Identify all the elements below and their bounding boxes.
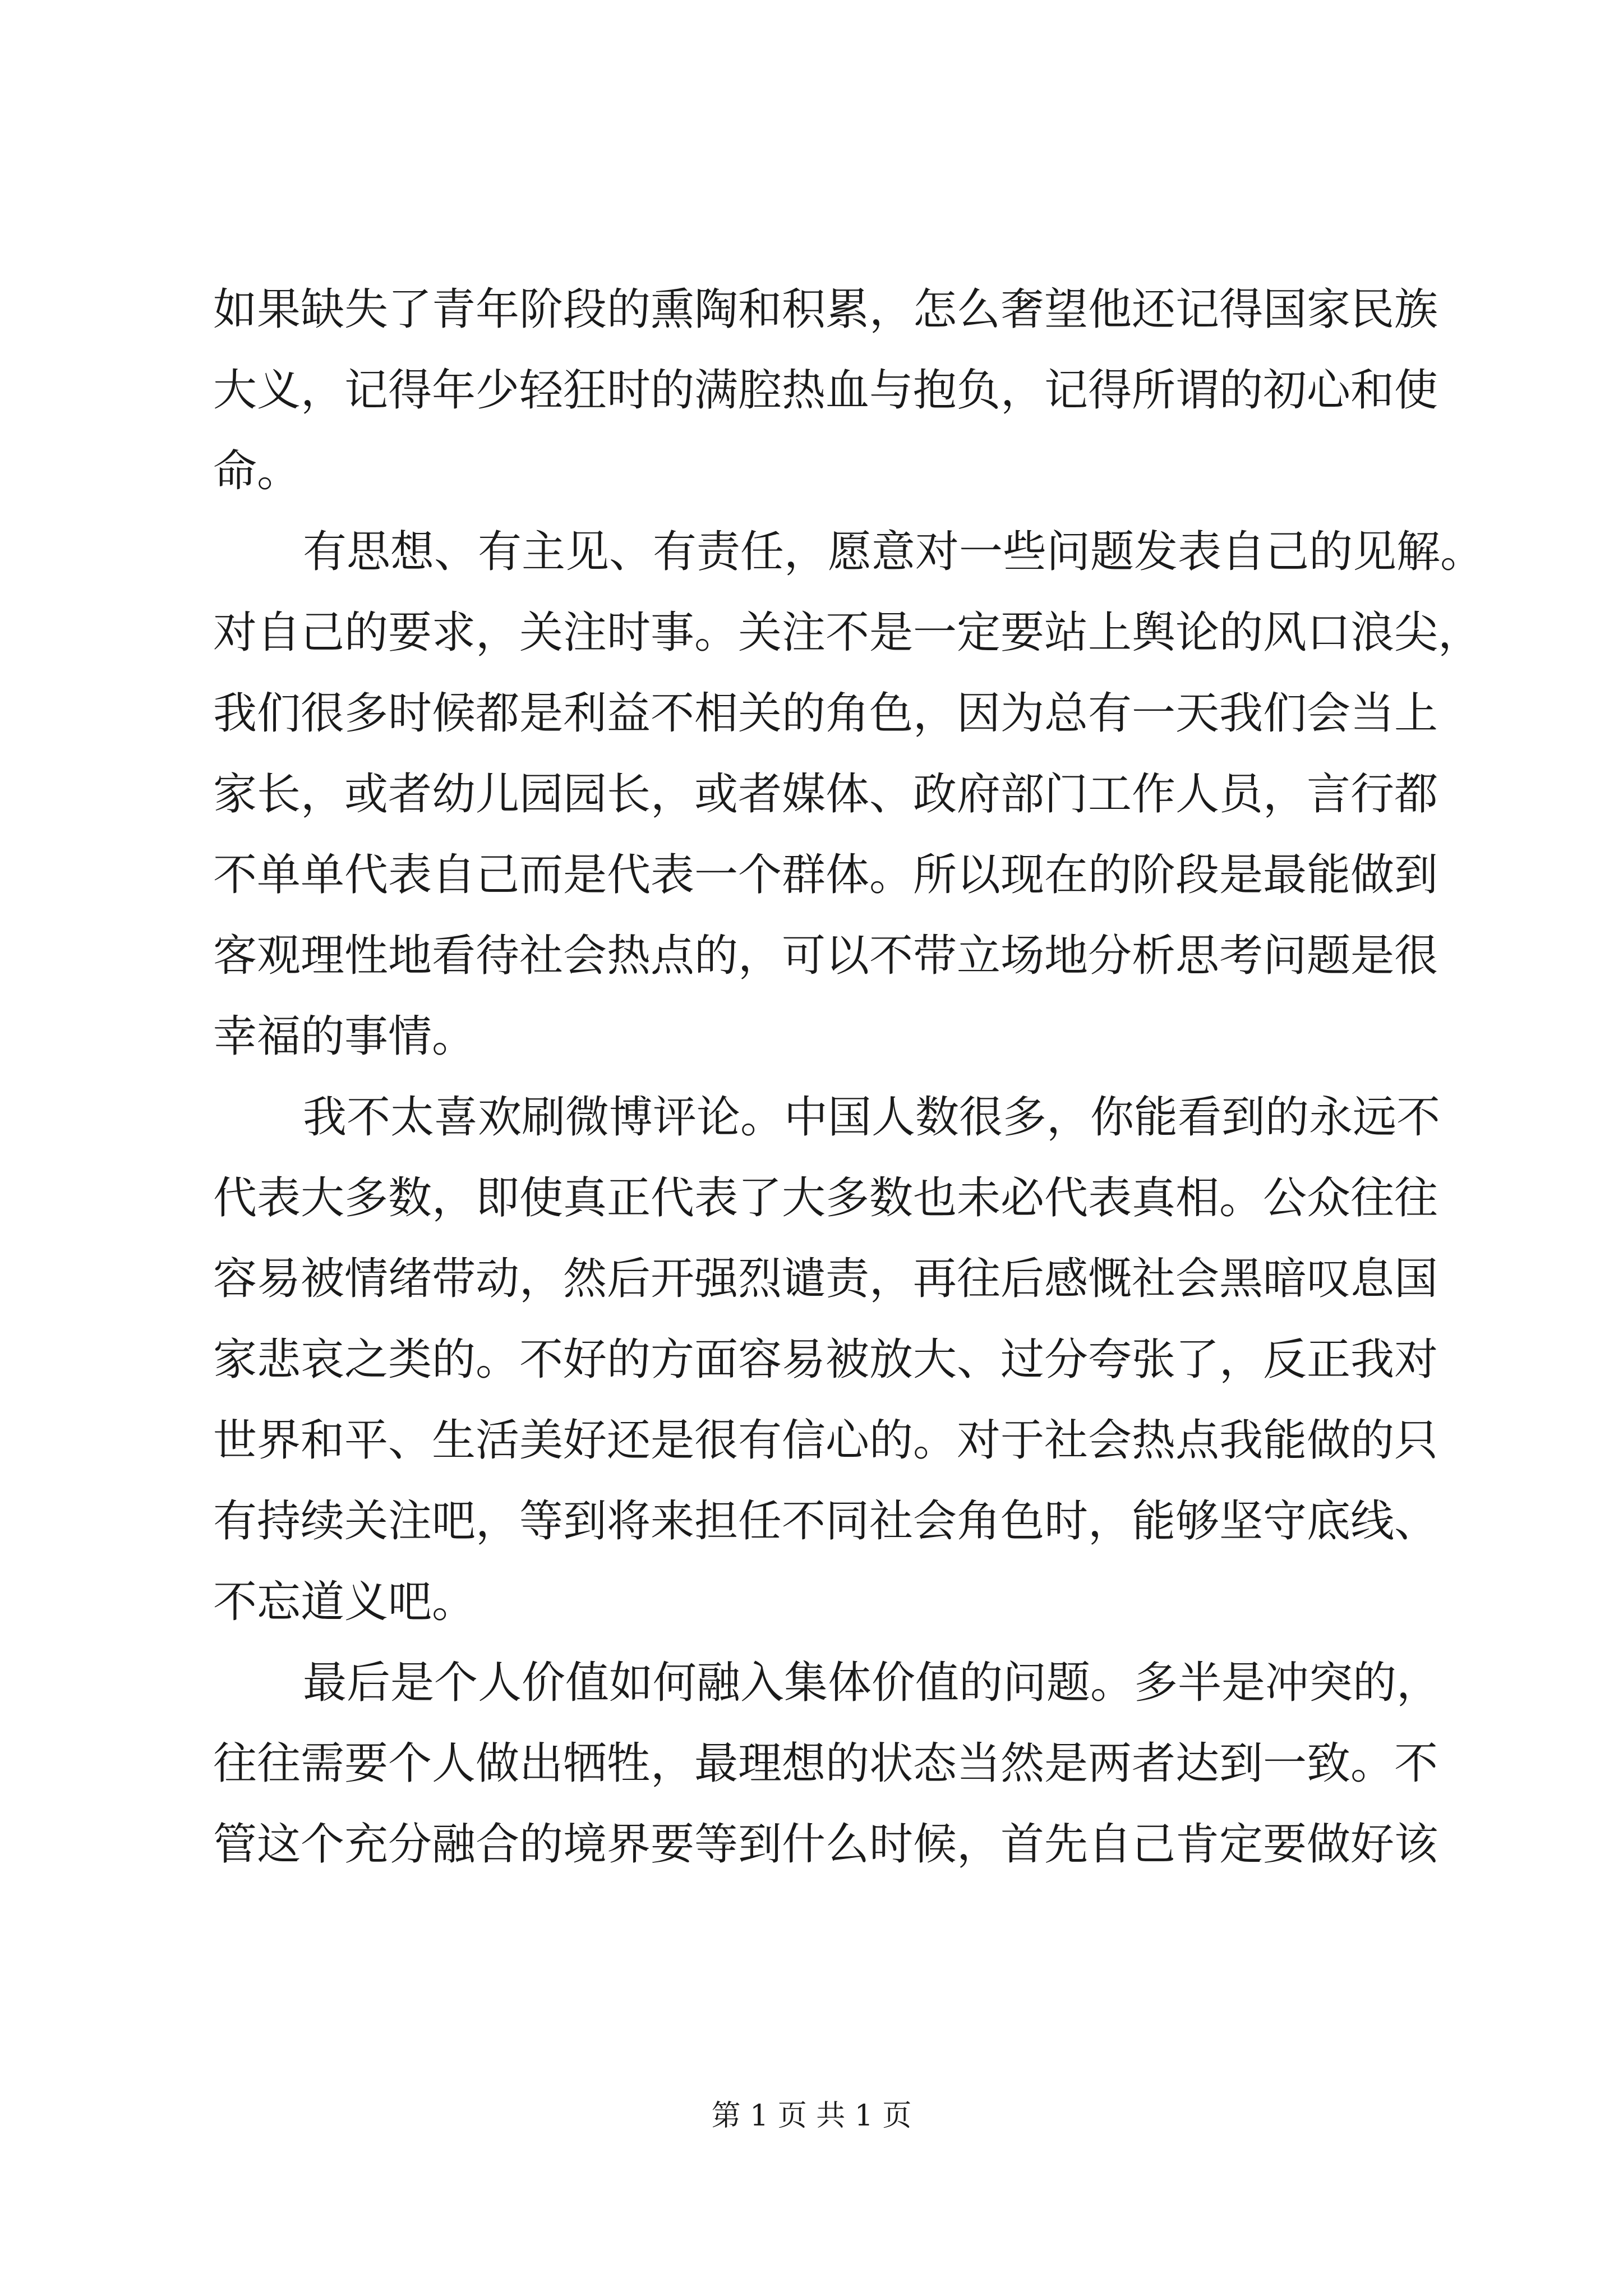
text-line: 往往需要个人做出牺牲，最理想的状态当然是两者达到一致。不 <box>213 1738 1438 1789</box>
text-line: 我们很多时候都是利益不相关的角色，因为总有一天我们会当上 <box>213 688 1438 739</box>
text-line: 对自己的要求，关注时事。关注不是一定要站上舆论的风口浪尖， <box>213 608 1482 658</box>
text-line: 管这个充分融合的境界要等到什么时候，首先自己肯定要做好该 <box>213 1819 1438 1870</box>
text-line: 大义，记得年少轻狂时的满腔热血与抱负，记得所谓的初心和使 <box>213 365 1438 416</box>
text-line: 客观理性地看待社会热点的，可以不带立场地分析思考问题是很 <box>213 931 1438 981</box>
text-line: 家悲哀之类的。不好的方面容易被放大、过分夸张了，反正我对 <box>213 1335 1438 1385</box>
text-line: 幸福的事情。 <box>213 1011 476 1062</box>
text-line: 命。 <box>213 446 301 496</box>
page-number-footer: 第 1 页 共 1 页 <box>711 2099 912 2133</box>
text-line: 不忘道义吧。 <box>213 1577 476 1627</box>
text-line: 世界和平、生活美好还是很有信心的。对于社会热点我能做的只 <box>213 1415 1438 1466</box>
text-line: 不单单代表自己而是代表一个群体。所以现在的阶段是最能做到 <box>213 850 1438 900</box>
text-line: 我不太喜欢刷微博评论。中国人数很多，你能看到的永远不 <box>303 1092 1441 1143</box>
text-line: 容易被情绪带动，然后开强烈谴责，再往后感慨社会黑暗叹息国 <box>213 1254 1438 1304</box>
text-line: 有持续关注吧，等到将来担任不同社会角色时，能够坚守底线、 <box>213 1496 1438 1547</box>
text-line: 家长，或者幼儿园园长，或者媒体、政府部门工作人员，言行都 <box>213 769 1438 820</box>
document-body <box>213 269 1484 1885</box>
text-line: 有思想、有主见、有责任，愿意对一些问题发表自己的见解。 <box>303 527 1484 577</box>
text-line: 最后是个人价值如何融入集体价值的问题。多半是冲突的， <box>303 1658 1441 1708</box>
text-line: 如果缺失了青年阶段的熏陶和积累，怎么奢望他还记得国家民族 <box>213 284 1438 335</box>
text-line: 代表大多数，即使真正代表了大多数也未必代表真相。公众往往 <box>213 1173 1438 1223</box>
